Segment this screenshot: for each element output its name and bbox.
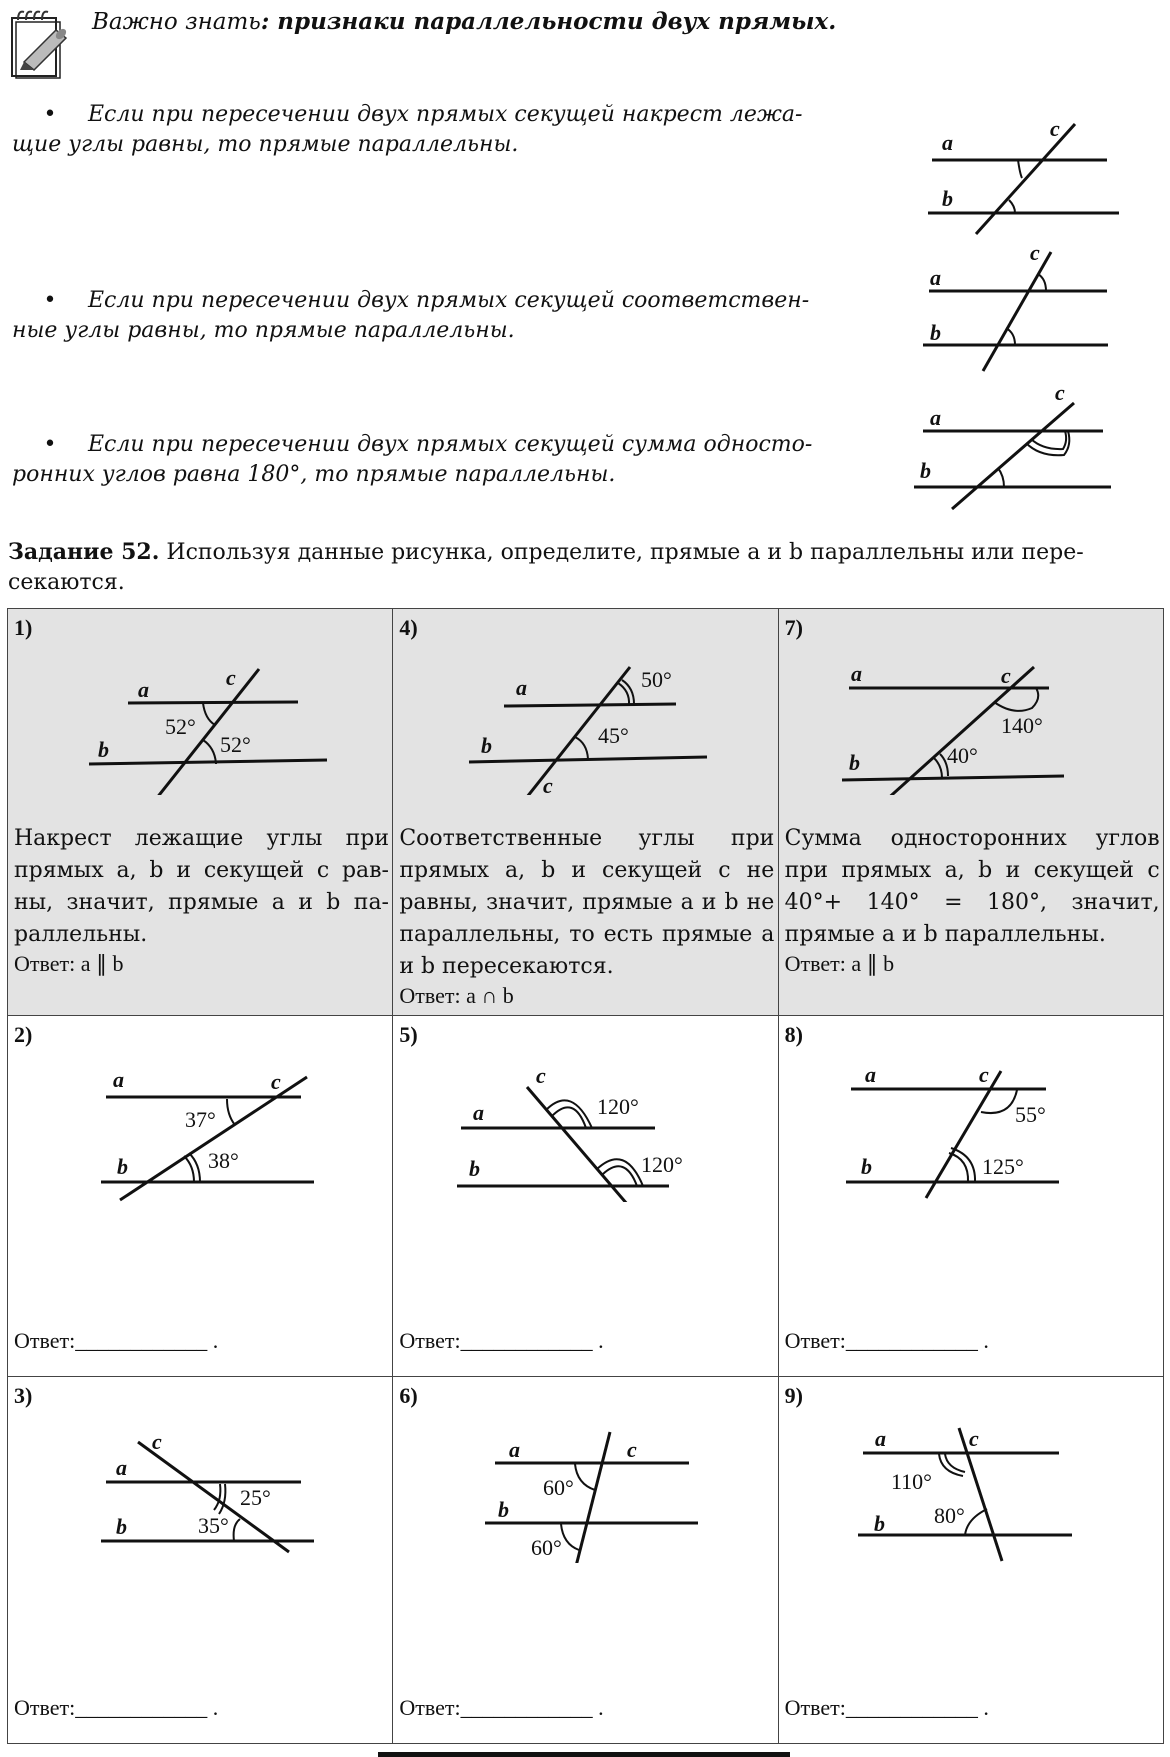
cell-3: 3) a b c 25° 35° Ответ:____________ . [8,1377,393,1744]
angle-label: 60° [531,1535,563,1560]
svg-text:a: a [138,677,149,702]
answer: Ответ: a ∩ b [399,983,514,1008]
svg-text:c: c [1000,663,1011,688]
svg-text:c: c [152,1429,162,1454]
svg-text:a: a [874,1426,886,1451]
figure-3 [8,1413,393,1563]
figure-5 [393,1052,778,1202]
label-b: b [920,458,931,483]
angle-label: 60° [543,1475,575,1500]
task-statement: Задание 52. Используя данные рисунка, определите, прямые a и b параллельны или пере- секаются. [8,539,1084,595]
answer-field[interactable]: Ответ:____________ . [784,1328,989,1353]
svg-text:b: b [860,1154,872,1179]
angle-label: 37° [185,1107,216,1132]
svg-text:a: a [116,1455,127,1480]
svg-text:b: b [98,737,109,762]
cell-2: 2) a b c 37° 38° Ответ:____________ . [8,1016,393,1377]
rules-diagrams [900,100,1170,520]
rule-alternate-angles: • Если при пересечении двух прямых секущей накрест лежа- щие углы равны, то прямые параллельны. [12,102,803,157]
figure-4 [393,645,778,795]
svg-text:c: c [627,1437,638,1462]
cell-4: 4) a b c 50° 45° Соответственные углы при прямых a, b и секущей c не равны, значит, прямые a и b не параллельны, то есть прямые a и b пересекаются. Ответ: a ∩ b [393,609,778,1016]
cell-8: 8) a b c 55° 125° Ответ:____________ . [778,1016,1163,1377]
angle-label: 45° [598,723,630,748]
label-a: a [930,405,941,430]
angle-label: 38° [208,1148,239,1173]
cell-5: 5) a b c 120° 120° Ответ:____________ . [393,1016,778,1377]
figure-7 [779,645,1164,795]
svg-text:b: b [498,1497,510,1522]
svg-text:a: a [850,661,862,686]
angle-label: 125° [981,1154,1024,1179]
svg-text:c: c [978,1062,989,1087]
angle-label: 25° [240,1485,271,1510]
svg-text:b: b [873,1511,885,1536]
svg-text:a: a [113,1067,124,1092]
label-b: b [942,186,953,211]
explanation: Накрест лежащие углы при прямых a, b и секущей c рав-ны, значит, прямые a и b па-раллельны. [14,826,389,947]
answer-field[interactable]: Ответ:____________ . [14,1695,219,1720]
label-a: a [930,265,941,290]
svg-text:c: c [968,1426,979,1451]
explanation: Соответственные углы при прямых a, b и секущей c не равны, значит, прямые a и b не параллельны, то есть прямые a и b пересекаются. [399,826,775,979]
header-title: Важно знать: признаки параллельности двух прямых. [92,8,837,35]
rule-corresponding-angles: • Если при пересечении двух прямых секущей соответствен- ные углы равны, то прямые параллельны. [12,288,810,343]
svg-text:a: a [864,1062,876,1087]
angle-label: 140° [1000,713,1043,738]
svg-text:b: b [481,733,493,758]
figure-6 [393,1413,778,1563]
svg-text:b: b [848,750,860,775]
cell-1: 1) a b c 52° 52° Накрест лежащие углы при прямых a, b и секущей c рав-ны, значит, прямые a и b па-раллельны. Ответ: a ∥ b [8,609,393,1016]
angle-label: 110° [890,1469,932,1494]
angle-label: 55° [1014,1102,1046,1127]
angle-label: 120° [641,1152,684,1177]
cell-9: 9) a b c 110° 80° Ответ:____________ . [778,1377,1163,1744]
label-a: a [942,130,953,155]
answer: Ответ: a ∥ b [14,951,124,976]
svg-text:b: b [117,1154,128,1179]
explanation: Сумма односторонних углов при прямых a, b и секущей c 40°+ 140° = 180°, значит, прямые a и b параллельны. [784,826,1160,947]
notepad-pencil-icon [6,4,74,80]
angle-label: 120° [597,1094,640,1119]
figure-1 [8,645,393,795]
angle-label: 80° [933,1503,965,1528]
angle-label: 52° [220,732,251,757]
answer-field[interactable]: Ответ:____________ . [14,1328,219,1353]
answer-field[interactable]: Ответ:____________ . [784,1695,989,1720]
svg-text:a: a [473,1100,485,1125]
angle-label: 50° [641,667,673,692]
figure-9 [779,1413,1164,1563]
label-c: c [1055,380,1065,405]
svg-text:b: b [116,1514,127,1539]
answer-field[interactable]: Ответ:____________ . [399,1695,604,1720]
rule-cointerior-angles: • Если при пересечении двух прямых секущей сумма односто- ронних углов равна 180°, то прямые параллельны. [12,432,813,487]
angle-label: 40° [946,743,978,768]
svg-text:b: b [469,1156,481,1181]
answer-field[interactable]: Ответ:____________ . [399,1328,604,1353]
svg-text:c: c [536,1063,547,1088]
figure-8 [779,1052,1164,1202]
angle-label: 52° [165,714,196,739]
page-bottom-bar [378,1752,790,1757]
svg-text:a: a [509,1437,521,1462]
label-c: c [1050,116,1060,141]
svg-text:c: c [543,773,554,795]
svg-text:a: a [516,675,528,700]
answer: Ответ: a ∥ b [784,951,895,976]
angle-label: 35° [198,1513,229,1538]
figure-2 [8,1052,393,1202]
exercise-grid [7,608,1164,1744]
svg-text:c: c [271,1069,281,1094]
label-b: b [930,320,941,345]
cell-7: 7) a b c 140° 40° Сумма односторонних углов при прямых a, b и секущей c 40°+ 140° = 180°, значит, прямые a и b параллельны. Ответ: a ∥ b [778,609,1163,1016]
label-c: c [1030,240,1040,265]
svg-text:c: c [226,665,236,690]
cell-6: 6) a b c 60° 60° Ответ:____________ . [393,1377,778,1744]
